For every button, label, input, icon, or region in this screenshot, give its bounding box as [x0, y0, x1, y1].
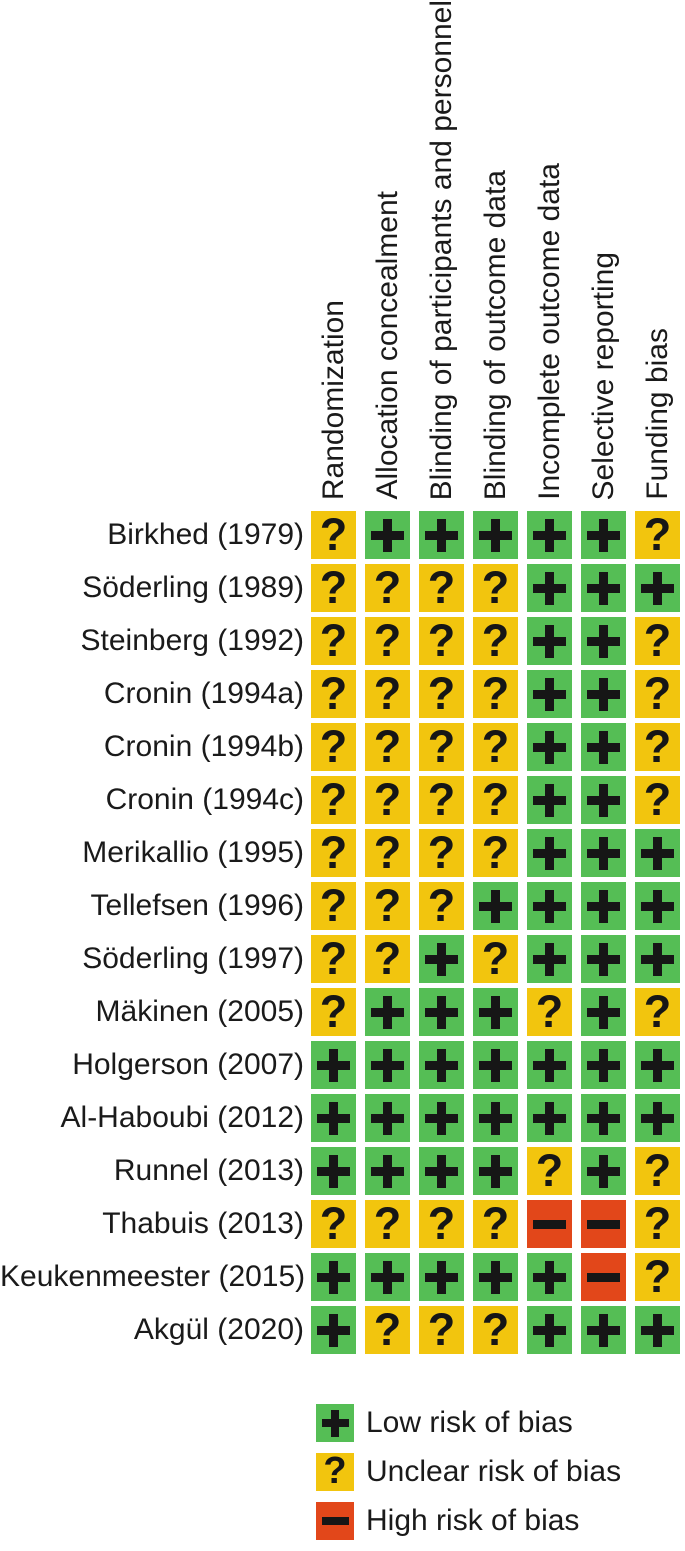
- risk-cell: [311, 826, 356, 878]
- plus-icon: [371, 1261, 404, 1294]
- study-row: [0, 1144, 685, 1196]
- question-mark-icon: ?: [643, 614, 672, 666]
- risk-cell: [527, 511, 572, 559]
- column-header: [581, 252, 626, 500]
- question-mark-icon: ?: [319, 508, 348, 560]
- column-header: [527, 163, 572, 500]
- study-label: Mäkinen (2005): [95, 995, 304, 1028]
- risk-cell: [527, 617, 572, 665]
- risk-cell: [419, 614, 464, 666]
- legend-label: Unclear risk of bias: [366, 1455, 622, 1488]
- plus-icon: [371, 1049, 404, 1082]
- question-mark-icon: ?: [427, 1303, 456, 1355]
- plus-icon: [371, 1102, 404, 1135]
- column-header: [311, 300, 356, 500]
- risk-cell: [419, 561, 464, 613]
- question-mark-icon: ?: [643, 1197, 672, 1249]
- risk-cell: [311, 1306, 356, 1354]
- question-mark-icon: ?: [319, 667, 348, 719]
- question-mark-icon: ?: [319, 932, 348, 984]
- risk-cell: [635, 1144, 680, 1196]
- question-mark-icon: ?: [481, 614, 510, 666]
- study-label: Cronin (1994b): [103, 730, 304, 763]
- study-label: Thabuis (2013): [102, 1207, 304, 1240]
- study-label: Tellefsen (1996): [90, 889, 304, 922]
- risk-cell: [419, 1253, 464, 1301]
- risk-cell: [311, 932, 356, 984]
- question-mark-icon: ?: [481, 720, 510, 772]
- column-header-label: Randomization: [316, 299, 350, 500]
- risk-cell: [365, 988, 410, 1036]
- study-label: Cronin (1994a): [103, 677, 304, 710]
- risk-cell: [527, 1306, 572, 1354]
- risk-cell: [635, 773, 680, 825]
- study-label: Steinberg (1992): [80, 624, 304, 657]
- matrix-body: [0, 508, 685, 1355]
- question-mark-icon: ?: [373, 614, 402, 666]
- plus-icon: [587, 784, 620, 817]
- question-mark-icon: ?: [373, 879, 402, 931]
- risk-cell: [527, 985, 572, 1037]
- question-mark-icon: ?: [427, 614, 456, 666]
- study-row: [0, 667, 685, 719]
- column-header-label: Incomplete outcome data: [532, 163, 566, 500]
- risk-cell: [419, 720, 464, 772]
- risk-cell: [473, 614, 518, 666]
- risk-cell: [635, 564, 680, 612]
- question-mark-icon: ?: [643, 667, 672, 719]
- study-row: [0, 561, 685, 613]
- study-row: [0, 879, 685, 931]
- risk-cell: [365, 1197, 410, 1249]
- risk-cell: [311, 1253, 356, 1301]
- plus-icon: [317, 1261, 350, 1294]
- plus-icon: [317, 1049, 350, 1082]
- risk-cell: [635, 1094, 680, 1142]
- plus-icon: [587, 1049, 620, 1082]
- plus-icon: [425, 1049, 458, 1082]
- plus-icon: [641, 943, 674, 976]
- plus-icon: [371, 1155, 404, 1188]
- question-mark-icon: ?: [319, 826, 348, 878]
- plus-icon: [425, 1261, 458, 1294]
- study-label: Holgerson (2007): [72, 1048, 304, 1081]
- question-mark-icon: ?: [427, 1197, 456, 1249]
- plus-icon: [641, 1049, 674, 1082]
- plus-icon: [587, 890, 620, 923]
- risk-cell: [419, 1041, 464, 1089]
- plus-icon: [641, 572, 674, 605]
- study-label: Cronin (1994c): [105, 783, 304, 816]
- risk-cell: [581, 988, 626, 1036]
- risk-cell: [473, 932, 518, 984]
- plus-icon: [317, 1155, 350, 1188]
- study-row: [0, 985, 685, 1037]
- risk-cell: [635, 1306, 680, 1354]
- plus-icon: [533, 784, 566, 817]
- plus-icon: [533, 837, 566, 870]
- question-mark-icon: ?: [481, 773, 510, 825]
- risk-cell: [581, 1041, 626, 1089]
- plus-icon: [587, 1155, 620, 1188]
- risk-cell: [527, 1144, 572, 1196]
- risk-cell: [527, 1200, 572, 1248]
- plus-icon: [587, 519, 620, 552]
- legend-item: [316, 1450, 685, 1492]
- question-mark-icon: ?: [427, 667, 456, 719]
- question-mark-icon: ?: [481, 932, 510, 984]
- question-mark-icon: ?: [481, 826, 510, 878]
- study-label: Runnel (2013): [113, 1154, 304, 1187]
- plus-icon: [587, 678, 620, 711]
- plus-icon: [479, 1102, 512, 1135]
- risk-cell: [527, 935, 572, 983]
- column-header: [419, 0, 464, 500]
- plus-icon: [641, 1314, 674, 1347]
- risk-cell: [473, 826, 518, 878]
- risk-cell: [581, 935, 626, 983]
- study-row: [0, 932, 685, 984]
- risk-cell: [581, 882, 626, 930]
- column-header: [365, 191, 410, 500]
- risk-cell: [419, 879, 464, 931]
- legend: [316, 1404, 685, 1540]
- question-mark-icon: ?: [643, 985, 672, 1037]
- plus-icon: [587, 731, 620, 764]
- question-mark-icon: ?: [481, 561, 510, 613]
- column-header-label: Allocation concealment: [370, 191, 404, 500]
- minus-icon: [533, 1220, 566, 1229]
- risk-cell: [311, 1041, 356, 1089]
- question-mark-icon: ?: [373, 932, 402, 984]
- plus-icon: [425, 519, 458, 552]
- question-mark-icon: ?: [481, 1197, 510, 1249]
- risk-cell: [473, 882, 518, 930]
- risk-cell: [635, 985, 680, 1037]
- risk-cell: [311, 667, 356, 719]
- risk-cell: [419, 1094, 464, 1142]
- legend-swatch: [316, 1450, 354, 1492]
- legend-item: [316, 1404, 685, 1442]
- plus-icon: [587, 572, 620, 605]
- study-label: Akgül (2020): [133, 1313, 304, 1346]
- risk-cell: [635, 508, 680, 560]
- study-row: [0, 826, 685, 878]
- risk-cell: [527, 723, 572, 771]
- plus-icon: [479, 890, 512, 923]
- plus-icon: [425, 1155, 458, 1188]
- risk-cell: [527, 1094, 572, 1142]
- study-row: [0, 1197, 685, 1249]
- column-header-label: Funding bias: [640, 328, 674, 500]
- study-label: Merikallio (1995): [82, 836, 304, 869]
- risk-cell: [473, 561, 518, 613]
- risk-cell: [635, 1250, 680, 1302]
- risk-cell: [635, 1197, 680, 1249]
- plus-icon: [587, 996, 620, 1029]
- question-mark-icon: ?: [373, 720, 402, 772]
- plus-icon: [533, 1049, 566, 1082]
- question-mark-icon: ?: [319, 561, 348, 613]
- legend-label: High risk of bias: [366, 1504, 580, 1537]
- question-mark-icon: ?: [319, 879, 348, 931]
- risk-cell: [365, 1094, 410, 1142]
- risk-cell: [365, 720, 410, 772]
- risk-cell: [527, 829, 572, 877]
- risk-cell: [311, 561, 356, 613]
- study-label: Keukenmeester (2015): [0, 1260, 306, 1293]
- plus-icon: [533, 731, 566, 764]
- risk-cell: [365, 511, 410, 559]
- risk-cell: [635, 614, 680, 666]
- minus-icon: [587, 1273, 620, 1282]
- column-header-label: Selective reporting: [586, 251, 620, 500]
- risk-cell: [365, 1041, 410, 1089]
- question-mark-icon: ?: [481, 667, 510, 719]
- risk-cell: [419, 826, 464, 878]
- risk-cell: [635, 829, 680, 877]
- risk-cell: [581, 1306, 626, 1354]
- question-mark-icon: ?: [373, 1197, 402, 1249]
- legend-label: Low risk of bias: [366, 1406, 573, 1439]
- plus-icon: [587, 1102, 620, 1135]
- plus-icon: [425, 943, 458, 976]
- risk-cell: [365, 561, 410, 613]
- question-mark-icon: ?: [373, 826, 402, 878]
- question-mark-icon: ?: [319, 1197, 348, 1249]
- plus-icon: [425, 996, 458, 1029]
- minus-icon: [322, 1517, 349, 1525]
- risk-cell: [473, 1147, 518, 1195]
- plus-icon: [533, 678, 566, 711]
- question-mark-icon: ?: [319, 614, 348, 666]
- question-mark-icon: ?: [319, 985, 348, 1037]
- study-row: [0, 1094, 685, 1142]
- risk-cell: [311, 508, 356, 560]
- study-row: [0, 614, 685, 666]
- question-mark-icon: ?: [427, 826, 456, 878]
- risk-cell: [527, 882, 572, 930]
- risk-cell: [473, 667, 518, 719]
- study-row: [0, 1250, 685, 1302]
- risk-cell: [365, 667, 410, 719]
- risk-cell: [527, 1253, 572, 1301]
- risk-cell: [365, 773, 410, 825]
- risk-cell: [581, 670, 626, 718]
- risk-cell: [419, 988, 464, 1036]
- risk-cell: [581, 511, 626, 559]
- plus-icon: [479, 1049, 512, 1082]
- plus-icon: [533, 943, 566, 976]
- question-mark-icon: ?: [535, 985, 564, 1037]
- plus-icon: [425, 1102, 458, 1135]
- question-mark-icon: ?: [643, 1144, 672, 1196]
- risk-cell: [581, 1147, 626, 1195]
- study-row: [0, 508, 685, 560]
- risk-cell: [635, 667, 680, 719]
- plus-icon: [533, 1314, 566, 1347]
- plus-icon: [479, 996, 512, 1029]
- risk-cell: [473, 1303, 518, 1355]
- study-label: Söderling (1989): [82, 571, 304, 604]
- risk-cell: [419, 1303, 464, 1355]
- study-row: [0, 773, 685, 825]
- risk-cell: [311, 1147, 356, 1195]
- plus-icon: [371, 996, 404, 1029]
- risk-cell: [365, 1303, 410, 1355]
- plus-icon: [479, 519, 512, 552]
- study-row: [0, 1303, 685, 1355]
- study-label: Söderling (1997): [82, 942, 304, 975]
- risk-cell: [635, 882, 680, 930]
- question-mark-icon: ?: [373, 1303, 402, 1355]
- risk-cell: [473, 720, 518, 772]
- column-header: [635, 328, 680, 500]
- risk-cell: [635, 720, 680, 772]
- plus-icon: [533, 572, 566, 605]
- question-mark-icon: ?: [643, 508, 672, 560]
- risk-cell: [419, 773, 464, 825]
- plus-icon: [533, 890, 566, 923]
- risk-cell: [419, 1197, 464, 1249]
- column-header-label: Blinding of participants and personnel: [424, 0, 458, 500]
- risk-cell: [311, 773, 356, 825]
- plus-icon: [641, 890, 674, 923]
- plus-icon: [322, 1410, 349, 1437]
- question-mark-icon: ?: [481, 1303, 510, 1355]
- risk-cell: [473, 511, 518, 559]
- header-row: [0, 0, 685, 500]
- risk-cell: [311, 1094, 356, 1142]
- risk-cell: [527, 776, 572, 824]
- risk-cell: [419, 935, 464, 983]
- plus-icon: [587, 943, 620, 976]
- question-mark-icon: ?: [373, 667, 402, 719]
- risk-cell: [311, 614, 356, 666]
- plus-icon: [479, 1261, 512, 1294]
- risk-cell: [473, 1253, 518, 1301]
- question-mark-icon: ?: [427, 720, 456, 772]
- risk-cell: [635, 935, 680, 983]
- question-mark-icon: ?: [643, 773, 672, 825]
- plus-icon: [371, 519, 404, 552]
- question-mark-icon: ?: [323, 1450, 347, 1492]
- question-mark-icon: ?: [373, 773, 402, 825]
- plus-icon: [533, 1102, 566, 1135]
- risk-cell: [365, 614, 410, 666]
- question-mark-icon: ?: [319, 773, 348, 825]
- column-header-label: Blinding of outcome data: [478, 169, 512, 500]
- risk-cell: [311, 985, 356, 1037]
- plus-icon: [587, 625, 620, 658]
- question-mark-icon: ?: [535, 1144, 564, 1196]
- plus-icon: [533, 625, 566, 658]
- risk-cell: [581, 829, 626, 877]
- risk-cell: [365, 1253, 410, 1301]
- risk-cell: [365, 932, 410, 984]
- risk-cell: [365, 1147, 410, 1195]
- risk-cell: [311, 1197, 356, 1249]
- question-mark-icon: ?: [373, 561, 402, 613]
- plus-icon: [641, 837, 674, 870]
- question-mark-icon: ?: [427, 561, 456, 613]
- plus-icon: [587, 837, 620, 870]
- study-row: [0, 720, 685, 772]
- question-mark-icon: ?: [427, 879, 456, 931]
- plus-icon: [641, 1102, 674, 1135]
- study-row: [0, 1041, 685, 1089]
- plus-icon: [317, 1102, 350, 1135]
- risk-cell: [473, 988, 518, 1036]
- risk-cell: [581, 617, 626, 665]
- question-mark-icon: ?: [643, 1250, 672, 1302]
- question-mark-icon: ?: [643, 720, 672, 772]
- risk-cell: [581, 723, 626, 771]
- legend-item: [316, 1502, 685, 1540]
- study-label: Birkhed (1979): [107, 518, 304, 551]
- risk-cell: [365, 826, 410, 878]
- risk-cell: [527, 564, 572, 612]
- risk-cell: [635, 1041, 680, 1089]
- legend-swatch: [316, 1404, 354, 1442]
- risk-cell: [365, 879, 410, 931]
- risk-cell: [419, 511, 464, 559]
- risk-cell: [473, 1041, 518, 1089]
- plus-icon: [317, 1314, 350, 1347]
- plus-icon: [533, 519, 566, 552]
- question-mark-icon: ?: [319, 720, 348, 772]
- study-label: Al-Haboubi (2012): [60, 1101, 304, 1134]
- risk-cell: [473, 773, 518, 825]
- risk-cell: [527, 1041, 572, 1089]
- minus-icon: [587, 1220, 620, 1229]
- legend-swatch: [316, 1502, 354, 1540]
- risk-cell: [311, 879, 356, 931]
- risk-cell: [473, 1094, 518, 1142]
- risk-cell: [581, 776, 626, 824]
- risk-cell: [419, 1147, 464, 1195]
- risk-cell: [473, 1197, 518, 1249]
- question-mark-icon: ?: [427, 773, 456, 825]
- risk-cell: [419, 667, 464, 719]
- risk-cell: [527, 670, 572, 718]
- column-header: [473, 170, 518, 500]
- risk-cell: [581, 1094, 626, 1142]
- plus-icon: [479, 1155, 512, 1188]
- risk-cell: [311, 720, 356, 772]
- plus-icon: [533, 1261, 566, 1294]
- risk-cell: [581, 1200, 626, 1248]
- risk-cell: [581, 1253, 626, 1301]
- risk-cell: [581, 564, 626, 612]
- plus-icon: [587, 1314, 620, 1347]
